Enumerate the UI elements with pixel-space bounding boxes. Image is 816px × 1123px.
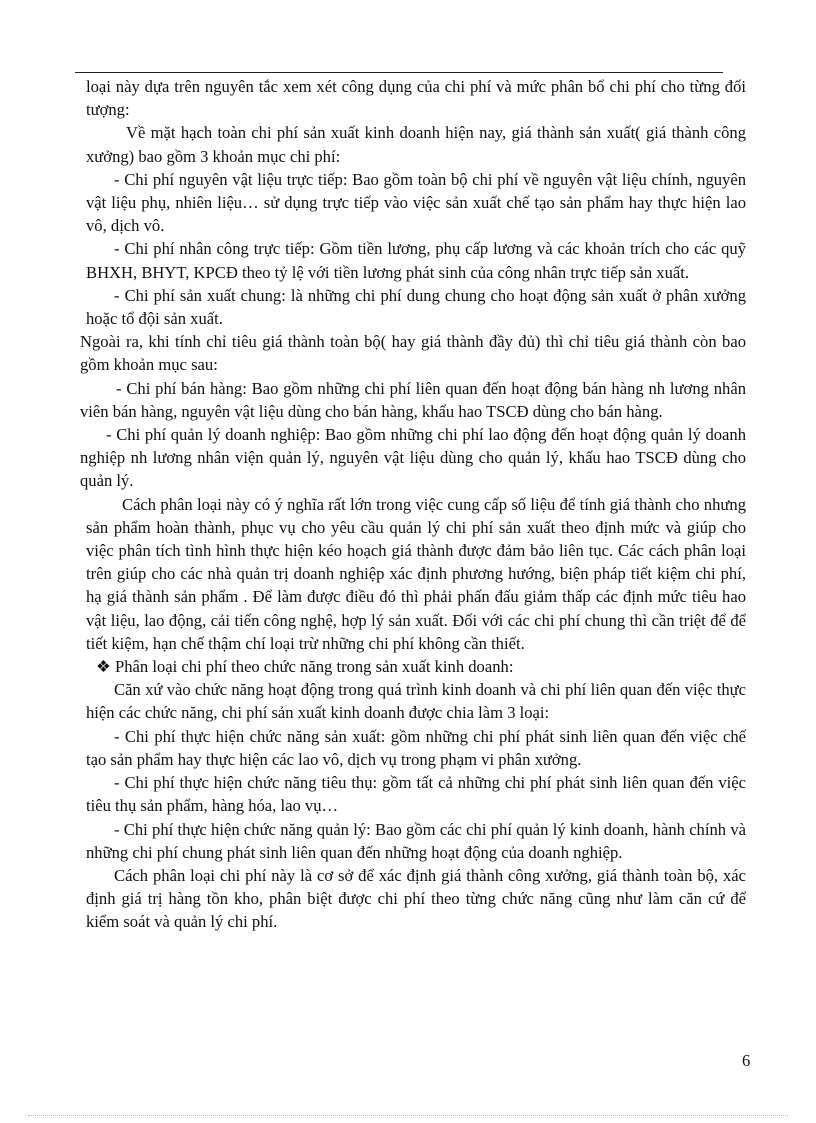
list-item-dash: - Chi phí quản lý doanh nghiệp: Bao gồm những chi phí lao động đến hoạt động quản lý doanh nghiệp nh lương nhân viện quản lý, nguyên vật liệu dùng cho quản lý, khấu hao TSCĐ dùng cho quản lý.: [80, 425, 746, 491]
list-item-dash: - Chi phí sản xuất chung: là những chi phí dung chung cho hoạt động sản xuất ở phân xưởng hoặc tổ đội sản xuất.: [86, 285, 746, 329]
body-text: [80, 75, 746, 934]
list-item-dash: - Chi phí thực hiện chức năng quản lý: Bao gồm các chi phí quản lý kinh doanh, hành chính và những chi phí chung phát sinh liên quan đến những hoạt động của doanh nghiệp.: [86, 819, 746, 862]
header-rule: [75, 72, 723, 73]
paragraph: loại này dựa trên nguyên tắc xem xét công dụng của chi phí và mức phân bổ chi phí cho từng đối tượng:: [86, 77, 746, 120]
paragraph: Về mặt hạch toàn chi phí sản xuất kinh doanh hiện nay, giá thành sản xuất( giá thành công xưởng) bao gồm 3 khoản mục chi phí:: [86, 123, 746, 166]
page-number: 6: [742, 1051, 751, 1070]
section-heading-bullet: ❖ Phân loại chi phí theo chức năng trong sản xuất kinh doanh:: [96, 657, 514, 677]
paragraph: Căn xứ vào chức năng hoạt động trong quá trình kinh doanh và chi phí liên quan đến việc thực hiện các chức năng, chi phí sản xuất kinh doanh được chia làm 3 loại:: [86, 680, 746, 723]
list-item-dash: - Chi phí thực hiện chức năng sản xuất: gồm những chi phí phát sinh liên quan đến việc chế tạo sản phẩm hay thực hiện các lao vô, dịch vụ trong phạm vi phân xưởng.: [86, 726, 746, 769]
list-item-dash: - Chi phí bán hàng: Bao gồm những chi phí liên quan đến hoạt động bán hàng nh lương nhân viên bán hàng, nguyên vật liệu dùng cho bán hàng, khấu hao TSCĐ dùng cho bán hàng.: [80, 378, 746, 421]
paragraph: Cách phân loại chi phí này là cơ sở để xác định giá thành công xưởng, giá thành toàn bộ, xác định giá trị hàng tồn kho, phân biệt được chi phí theo từng chức năng cũng như làm căn cứ để kiểm soát và quản lý chi phí.: [86, 865, 746, 932]
list-item-dash: - Chi phí nhân công trực tiếp: Gồm tiền lương, phụ cấp lương và các khoản trích cho các quỹ BHXH, BHYT, KPCĐ theo tỷ lệ với tiền lương phát sinh của công nhân trực tiếp sản xuất.: [86, 239, 746, 282]
list-item-dash: - Chi phí thực hiện chức năng tiêu thụ: gồm tất cả những chi phí phát sinh liên quan đến việc tiêu thụ sản phẩm, hàng hóa, lao vụ…: [86, 773, 746, 816]
paragraph: Ngoài ra, khi tính chỉ tiêu giá thành toàn bộ( hay giá thành đầy đủ) thì chỉ tiêu giá thành còn bao gồm khoản mục sau:: [80, 332, 746, 375]
paragraph: Cách phân loại này có ý nghĩa rất lớn trong việc cung cấp số liệu để tính giá thành cho nhưng sản phẩm hoàn thành, phục vụ cho yêu cầu quản lý chi phí sản xuất theo định mức và giúp cho việc phân tích tình hình thực hiện kéo hoạch giá thành được đảm bảo liên tục. Các cách phân loại trên giúp cho các nhà quản trị doanh nghiệp xác định phương hướng, biện pháp tiết kiệm chi phí, hạ giá thành sản phẩm . Để làm được điều đó thì phải phấn đấu giảm thấp các định mức tiêu hao vật liệu, lao động, cải tiến công nghệ, hợp lý sản xuất. Đối với các chi phí chung thì cần triệt để để tiết kiệm, hạn chế thậm chí loại trừ những chi phí không cần thiết.: [86, 494, 746, 653]
list-item-dash: - Chi phí nguyên vật liệu trực tiếp: Bao gồm toàn bộ chi phí về nguyên vật liệu chính, nguyên vật liệu phụ, nhiên liệu… sử dụng trực tiếp vào việc sản xuất chế tạo sản phẩm hay thực hiện lao vô, dịch vô.: [86, 169, 746, 236]
footer-rule: [28, 1115, 788, 1116]
